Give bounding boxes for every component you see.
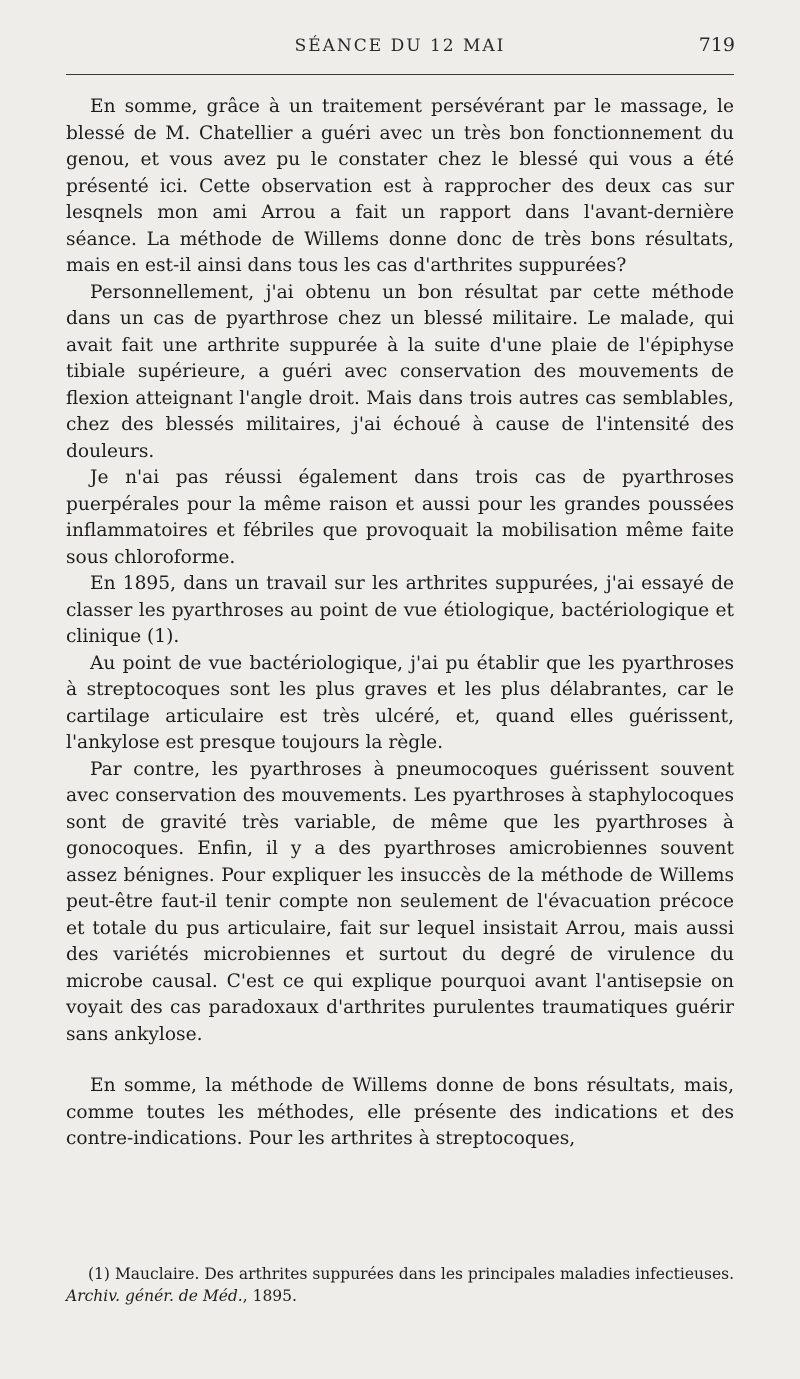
footnote-year: , 1895. [242,1287,297,1305]
footnote-text: Mauclaire. Des arthrites suppurées dans les principales maladies infectieuses. [114,1265,734,1283]
body-text [66,94,734,1153]
footnote-journal: Archiv. génér. de Méd. [66,1287,243,1305]
running-title: SÉANCE DU 12 MAI [294,36,506,56]
paragraph-2: Personnellement, j'ai obtenu un bon résultat par cette méthode dans un cas de pyarthrose chez un blessé militaire. Le malade, qui avait fait une arthrite suppurée à la suite d'une plaie de l'épiphyse tibiale supérieure, a guéri avec conservation des mouvements de flexion atteignant l'angle droit. Mais dans trois autres cas semblables, chez des blessés militaires, j'ai échoué à cause de l'intensité des douleurs. [66,281,734,462]
paragraph-6: Par contre, les pyarthroses à pneumocoques guérissent souvent avec conservation des mouvements. Les pyarthroses à staphylocoques sont de gravité très variable, de même que les pyarthroses à gonocoques. Enfin, il y a des pyarthroses amicrobiennes souvent assez bénignes. Pour expliquer les insuccès de la méthode de Willems peut-être faut-il tenir compte non seulement de l'évacuation précoce et totale du pus articulaire, fait sur lequel insistait Arrou, mais aussi des variétés microbiennes et surtout du degré de virulence du microbe causal. C'est ce qui explique pourquoi avant l'antisepsie on voyait des cas paradoxaux d'arthrites purulentes traumatiques guérir sans ankylose. [66,758,734,1045]
footnote [66,1263,734,1307]
paragraph-4: En 1895, dans un travail sur les arthrites suppurées, j'ai essayé de classer les pyarthroses au point de vue étiologique, bactériologique et clinique (1). [66,573,734,647]
header-rule [66,74,734,75]
page-number: 719 [698,34,735,56]
paragraph-3: Je n'ai pas réussi également dans trois cas de pyarthroses puerpérales pour la même raison et aussi pour les grandes poussées inflammatoires et fébriles que provoquait la mobilisation même faite sous chloroforme. [66,467,734,568]
paragraph-1: En somme, grâce à un traitement persévérant par le massage, le blessé de M. Chatellier a guéri avec un très bon fonctionnement du genou, et vous avez pu le constater chez le blessé qui vous a été présenté ici. Cette observation est à rapprocher des deux cas sur lesqnels mon ami Arrou a fait un rapport dans l'avant-dernière séance. La méthode de Willems donne donc de très bons résultats, mais en est-il ainsi dans tous les cas d'arthrites suppurées? [66,96,734,276]
footnote-entry [66,1263,734,1307]
footnote-mark: (1) [88,1265,110,1283]
paragraph-5: Au point de vue bactériologique, j'ai pu établir que les pyarthroses à streptocoques sont les plus graves et les plus délabrantes, car le cartilage articulaire est très ulcéré, et, quand elles guérissent, l'ankylose est presque toujours la règle. [66,652,734,753]
paragraph-7: En somme, la méthode de Willems donne de bons résultats, mais, comme toutes les méthodes, elle présente des indications et des contre-indications. Pour les arthrites à streptocoques, [66,1075,734,1149]
